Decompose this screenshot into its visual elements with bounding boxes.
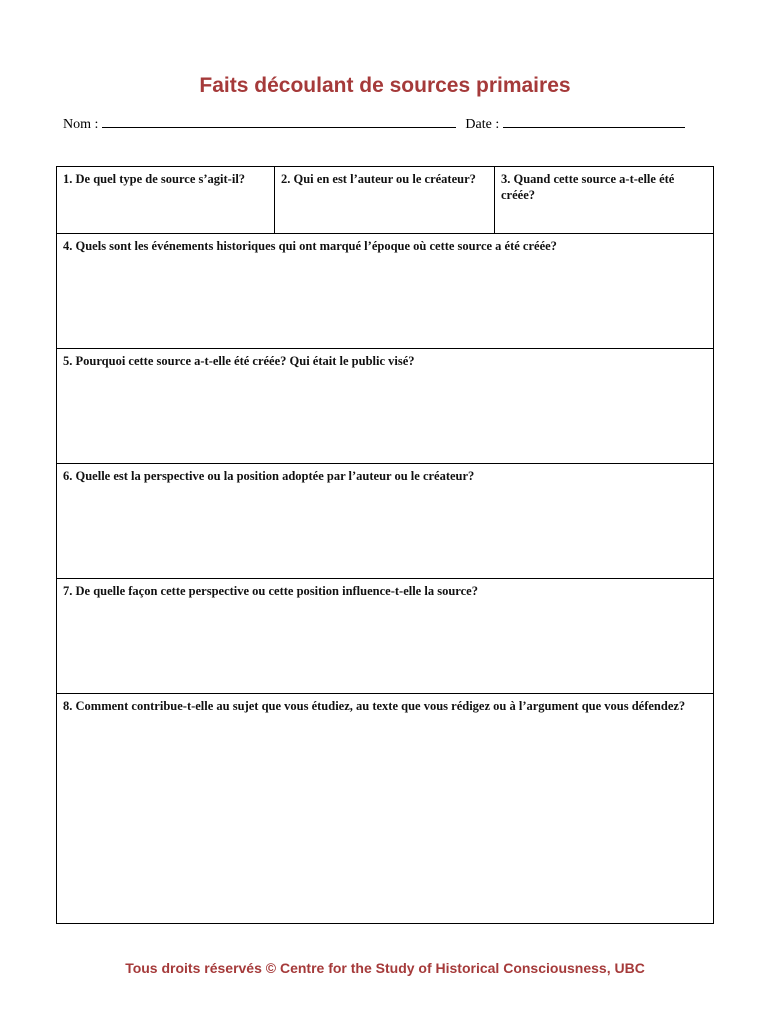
date-label: Date : [465, 117, 500, 132]
name-field[interactable] [102, 115, 456, 128]
question-6-cell[interactable] [57, 464, 713, 579]
name-label: Nom : [63, 117, 99, 132]
name-date-line [63, 115, 685, 133]
question-4-text: 4. Quels sont les événements historiques qui ont marqué l’époque où cette source a été créée? [63, 239, 557, 253]
question-6-text: 6. Quelle est la perspective ou la position adoptée par l’auteur ou le créateur? [63, 469, 475, 483]
question-8-cell[interactable] [57, 694, 713, 923]
question-5-cell[interactable] [57, 349, 713, 464]
question-2-cell[interactable] [275, 167, 495, 233]
question-3-text: 3. Quand cette source a-t-elle été créée? [501, 172, 675, 202]
question-1-cell[interactable] [57, 167, 275, 233]
date-field[interactable] [503, 115, 685, 128]
question-7-text: 7. De quelle façon cette perspective ou cette position influence-t-elle la source? [63, 584, 478, 598]
copyright-footer: Tous droits réservés © Centre for the Study of Historical Consciousness, UBC [125, 960, 645, 976]
question-3-cell[interactable] [495, 167, 713, 233]
page-title: Faits découlant de sources primaires [199, 74, 571, 97]
question-row-1 [57, 167, 713, 234]
question-8-text: 8. Comment contribue-t-elle au sujet que vous étudiez, au texte que vous rédigez ou à l’argument que vous défendez? [63, 699, 686, 713]
question-5-text: 5. Pourquoi cette source a-t-elle été créée? Qui était le public visé? [63, 354, 415, 368]
questions-table [56, 166, 714, 924]
question-1-text: 1. De quel type de source s’agit-il? [63, 172, 246, 186]
question-4-cell[interactable] [57, 234, 713, 349]
question-7-cell[interactable] [57, 579, 713, 694]
question-2-text: 2. Qui en est l’auteur ou le créateur? [281, 172, 476, 186]
